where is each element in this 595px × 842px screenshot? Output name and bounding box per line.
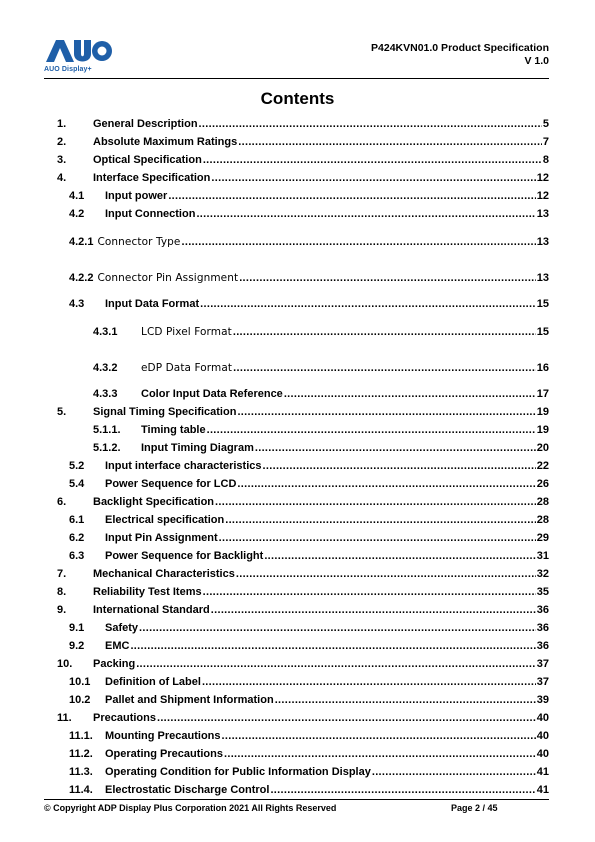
toc-entry-title: Operating Precautions xyxy=(105,748,223,760)
toc-leader-dots xyxy=(284,387,536,401)
toc-entry-number: 4.3.1 xyxy=(93,326,118,338)
toc-page-number: 32 xyxy=(536,568,549,580)
toc-page-number: 41 xyxy=(536,784,549,796)
toc-entry-title: Absolute Maximum Ratings xyxy=(93,136,238,148)
toc-leader-dots xyxy=(233,325,536,339)
toc-leader-dots xyxy=(255,441,536,455)
toc-entry-title: eDP Data Format xyxy=(141,362,233,374)
toc-entry[interactable] xyxy=(93,387,549,401)
toc-entry-number: 6.2 xyxy=(69,532,85,544)
toc-entry-title: Pallet and Shipment Information xyxy=(105,694,274,706)
toc-entry[interactable] xyxy=(69,693,549,707)
toc-entry-number: 5.2 xyxy=(69,460,85,472)
toc-page-number: 7 xyxy=(542,136,549,148)
toc-entry-title: Definition of Label xyxy=(105,676,201,688)
toc-entry-title: Mounting Precautions xyxy=(105,730,221,742)
copyright-text: © Copyright ADP Display Plus Corporation 2021 All Rights Reserved xyxy=(44,803,337,813)
header-divider xyxy=(44,78,549,79)
toc-entry-number: 4.2.2 xyxy=(69,272,94,284)
toc-leader-dots xyxy=(233,361,536,375)
toc-entry-number: 9.1 xyxy=(69,622,85,634)
toc-entry-number: 4.2.1 xyxy=(69,236,94,248)
toc-page-number: 16 xyxy=(536,362,549,374)
footer-divider xyxy=(44,799,549,800)
toc-entry-number: 4.3.3 xyxy=(93,388,118,400)
toc-entry-number: 2. xyxy=(57,136,67,148)
product-title: P424KVN01.0 Product Specification xyxy=(371,42,549,54)
toc-page-number: 19 xyxy=(536,406,549,418)
toc-leader-dots xyxy=(215,495,536,509)
toc-leader-dots xyxy=(199,117,542,131)
toc-entry[interactable] xyxy=(57,117,549,131)
toc-entry-title: Signal Timing Specification xyxy=(93,406,237,418)
toc-leader-dots xyxy=(225,513,536,527)
toc-entry-title: Input Data Format xyxy=(105,298,200,310)
toc-entry-title: Input Connection xyxy=(105,208,196,220)
toc-entry-title: Interface Specification xyxy=(93,172,211,184)
toc-entry-number: 4.1 xyxy=(69,190,85,202)
toc-entry-number: 6.1 xyxy=(69,514,85,526)
toc-page-number: 22 xyxy=(536,460,549,472)
toc-entry[interactable] xyxy=(93,361,549,375)
toc-page-number: 37 xyxy=(536,676,549,688)
toc-entry[interactable] xyxy=(57,405,549,419)
toc-entry-title: Precautions xyxy=(93,712,156,724)
toc-page-number: 40 xyxy=(536,712,549,724)
toc-leader-dots xyxy=(130,639,535,653)
toc-entry-number: 11.2. xyxy=(69,748,93,760)
toc-entry-number: 10.1 xyxy=(69,676,91,688)
toc-page-number: 36 xyxy=(536,640,549,652)
toc-entry[interactable] xyxy=(93,441,549,455)
toc-entry-number: 5.4 xyxy=(69,478,85,490)
toc-entry[interactable] xyxy=(57,495,549,509)
toc-entry[interactable] xyxy=(57,603,549,617)
toc-leader-dots xyxy=(270,783,535,797)
toc-entry-title: Electrostatic Discharge Control xyxy=(105,784,270,796)
toc-entry[interactable] xyxy=(93,423,549,437)
toc-entry-number: 5. xyxy=(57,406,67,418)
toc-entry-number: 3. xyxy=(57,154,67,166)
toc-entry-title: Reliability Test Items xyxy=(93,586,202,598)
toc-entry-title: General Description xyxy=(93,118,198,130)
toc-entry-number: 9.2 xyxy=(69,640,85,652)
toc-entry[interactable] xyxy=(69,639,549,653)
toc-leader-dots xyxy=(224,747,536,761)
toc-page-number: 26 xyxy=(536,478,549,490)
toc-leader-dots xyxy=(136,657,536,671)
toc-leader-dots xyxy=(372,765,536,779)
toc-entry-title: International Standard xyxy=(93,604,210,616)
toc-entry[interactable] xyxy=(69,765,549,779)
toc-leader-dots xyxy=(200,297,536,311)
toc-entry-number: 4. xyxy=(57,172,67,184)
toc-leader-dots xyxy=(196,207,535,221)
toc-page-number: 40 xyxy=(536,748,549,760)
toc-entry[interactable] xyxy=(69,783,549,797)
toc-entry[interactable] xyxy=(69,621,549,635)
toc-leader-dots xyxy=(236,567,536,581)
toc-entry-number: 8. xyxy=(57,586,67,598)
toc-entry[interactable] xyxy=(69,675,549,689)
toc-entry-title: Input Timing Diagram xyxy=(141,442,254,454)
toc-entry[interactable] xyxy=(69,207,549,221)
toc-entry-number: 7. xyxy=(57,568,67,580)
toc-entry-title: Packing xyxy=(93,658,136,670)
toc-leader-dots xyxy=(237,405,535,419)
toc-leader-dots xyxy=(238,135,542,149)
toc-entry-title: Power Sequence for LCD xyxy=(105,478,237,490)
toc-entry-title: Timing table xyxy=(141,424,206,436)
toc-page-number: 15 xyxy=(536,326,549,338)
toc-leader-dots xyxy=(263,459,536,473)
toc-entry-number: 11. xyxy=(57,712,72,724)
toc-page-number: 31 xyxy=(536,550,549,562)
toc-page-number: 15 xyxy=(536,298,549,310)
toc-entry[interactable] xyxy=(57,711,549,725)
toc-entry-number: 4.2 xyxy=(69,208,85,220)
toc-leader-dots xyxy=(202,675,536,689)
toc-page-number: 17 xyxy=(536,388,549,400)
toc-entry-title: Safety xyxy=(105,622,139,634)
toc-entry-title: LCD Pixel Format xyxy=(141,326,232,338)
toc-page-number: 19 xyxy=(536,424,549,436)
toc-page-number: 36 xyxy=(536,604,549,616)
toc-entry[interactable] xyxy=(69,531,549,545)
toc-page-number: 5 xyxy=(542,118,549,130)
toc-leader-dots xyxy=(168,189,535,203)
toc-entry-title: Connector Type xyxy=(97,236,181,248)
toc-leader-dots xyxy=(275,693,536,707)
toc-leader-dots xyxy=(237,477,535,491)
toc-entry-number: 5.1.1. xyxy=(93,424,121,436)
toc-entry-title: Optical Specification xyxy=(93,154,202,166)
toc-page-number: 41 xyxy=(536,766,549,778)
toc-entry-number: 10.2 xyxy=(69,694,91,706)
toc-entry[interactable] xyxy=(69,513,549,527)
toc-entry[interactable] xyxy=(69,235,549,249)
toc-entry-title: Operating Condition for Public Information Display xyxy=(105,766,371,778)
toc-entry-title: Mechanical Characteristics xyxy=(93,568,235,580)
toc-entry-number: 4.3.2 xyxy=(93,362,118,374)
toc-leader-dots xyxy=(211,603,536,617)
toc-entry-title: Input interface characteristics xyxy=(105,460,262,472)
toc-page-number: 35 xyxy=(536,586,549,598)
toc-entry-number: 9. xyxy=(57,604,67,616)
toc-entry-title: Input Pin Assignment xyxy=(105,532,218,544)
document-header xyxy=(371,42,549,68)
toc-leader-dots xyxy=(181,235,535,249)
toc-page-number: 12 xyxy=(536,190,549,202)
toc-entry-title: Power Sequence for Backlight xyxy=(105,550,264,562)
toc-entry[interactable] xyxy=(57,171,549,185)
toc-entry[interactable] xyxy=(69,271,549,285)
toc-page-number: 28 xyxy=(536,496,549,508)
toc-page-number: 8 xyxy=(542,154,549,166)
toc-entry-number: 10. xyxy=(57,658,73,670)
toc-entry-number: 11.1. xyxy=(69,730,93,742)
toc-entry[interactable] xyxy=(69,459,549,473)
toc-leader-dots xyxy=(203,153,542,167)
toc-entry[interactable] xyxy=(57,585,549,599)
toc-page-number: 36 xyxy=(536,622,549,634)
toc-page-number: 28 xyxy=(536,514,549,526)
logo-subtitle: AUO Display+ xyxy=(44,66,92,73)
toc-entry-title: Connector Pin Assignment xyxy=(97,272,239,284)
toc-leader-dots xyxy=(239,271,536,285)
toc-page-number: 13 xyxy=(536,272,549,284)
toc-leader-dots xyxy=(207,423,536,437)
toc-entry-number: 6.3 xyxy=(69,550,85,562)
toc-entry[interactable] xyxy=(69,477,549,491)
toc-entry[interactable] xyxy=(57,567,549,581)
toc-leader-dots xyxy=(264,549,535,563)
toc-page-number: 39 xyxy=(536,694,549,706)
toc-leader-dots xyxy=(203,585,536,599)
toc-entry[interactable] xyxy=(69,189,549,203)
toc-entry[interactable] xyxy=(57,153,549,167)
page-number: Page 2 / 45 xyxy=(451,803,498,813)
toc-entry[interactable] xyxy=(69,549,549,563)
toc-entry-number: 11.3. xyxy=(69,766,93,778)
toc-leader-dots xyxy=(211,171,535,185)
toc-entry-title: EMC xyxy=(105,640,130,652)
toc-leader-dots xyxy=(157,711,536,725)
toc-page-number: 20 xyxy=(536,442,549,454)
toc-entry-number: 6. xyxy=(57,496,67,508)
toc-page-number: 29 xyxy=(536,532,549,544)
toc-leader-dots xyxy=(139,621,536,635)
toc-leader-dots xyxy=(222,729,536,743)
toc-page-number: 40 xyxy=(536,730,549,742)
toc-entry[interactable] xyxy=(57,657,549,671)
toc-entry-number: 4.3 xyxy=(69,298,85,310)
toc-entry[interactable] xyxy=(69,747,549,761)
toc-leader-dots xyxy=(219,531,536,545)
toc-page-number: 12 xyxy=(536,172,549,184)
toc-entry-number: 11.4. xyxy=(69,784,93,796)
toc-page-number: 13 xyxy=(536,208,549,220)
toc-page-number: 37 xyxy=(536,658,549,670)
toc-entry-number: 1. xyxy=(57,118,67,130)
toc-entry-title: Electrical specification xyxy=(105,514,225,526)
toc-entry[interactable] xyxy=(57,135,549,149)
toc-entry-title: Backlight Specification xyxy=(93,496,215,508)
page-title: Contents xyxy=(260,89,335,108)
toc-entry[interactable] xyxy=(69,297,549,311)
toc-entry[interactable] xyxy=(69,729,549,743)
toc-entry-title: Color Input Data Reference xyxy=(141,388,283,400)
toc-entry-title: Input power xyxy=(105,190,168,202)
version-label: V 1.0 xyxy=(524,55,549,67)
toc-page-number: 13 xyxy=(536,236,549,248)
toc-entry[interactable] xyxy=(93,325,549,339)
toc-entry-number: 5.1.2. xyxy=(93,442,121,454)
